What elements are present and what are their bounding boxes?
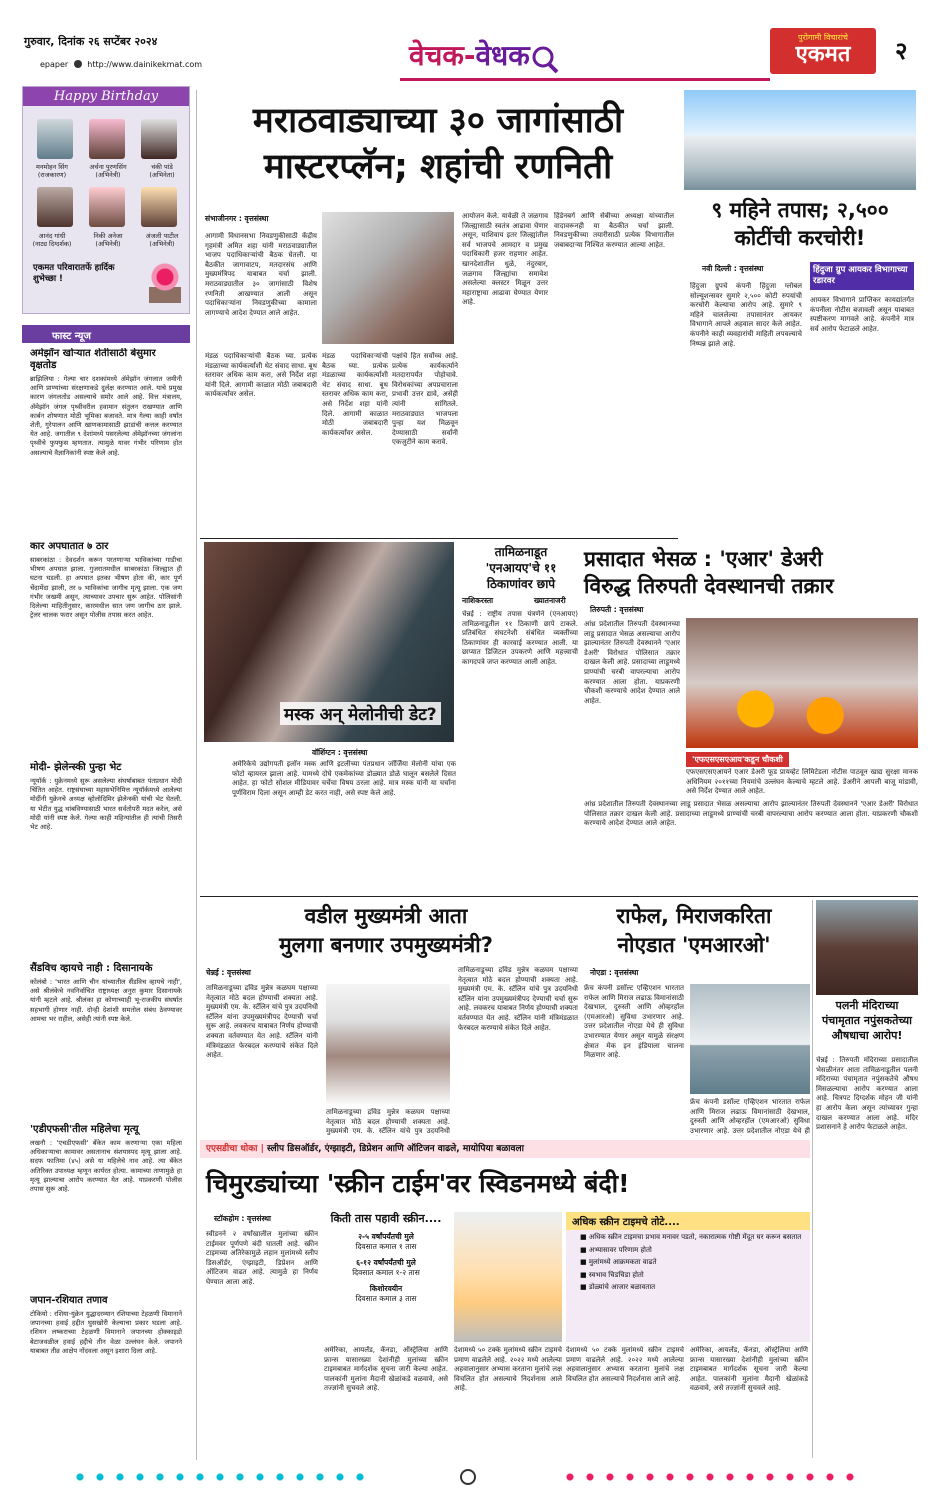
rafale-body-2: फ्रेंच कंपनी डसॉल्ट एव्हिएशन भारतात राफेल आणि मिराज लढाऊ विमानांसाठी देखभाल, दुरुस्ती आणि ओव्हरहॉल (एमआरओ) सुविधा उभारणार आहे. उत्तर प्रदेशातील नोएडा येथे ही (690, 1098, 810, 1135)
palani-headline: पलनी मंदिराच्या पंचामृतात नपुंसकतेच्या औषधाचा आरोप! (822, 999, 912, 1042)
screen-body: स्वीडनने २ वर्षांखालील मुलांच्या स्क्रीन टाईमवर पूर्णपणे बंदी घातली आहे. स्क्रीन टाइमच्या अतिरेकामुळे लहान मुलांमध्ये स्लीप डिसऑर्डर, एंग्झाइटी, डिप्रेशन आणि ऑटिजम वाढत आहे. त्यामुळे हा निर्णय घेण्यात आला आहे. (206, 1230, 318, 1286)
screen-harm-box (566, 1212, 810, 1342)
person-role: (राजकारण) (37, 171, 67, 179)
fast-news-text: फास्ट न्यूज (52, 331, 91, 342)
screen-body-4: देशामध्ये ५० टक्के मुलांमध्ये स्क्रीन टाइमचे प्रमाण वाढलेले आहे. २०२२ मध्ये आलेल्या अहवालानुसार अभ्यास करताना मुलांचे लक्ष विचलित होत असल्याचे निदर्शनास आले आहे. (566, 1346, 684, 1383)
screen-body-2: अमेरिका, आयर्लंड, कॅनडा, ऑस्ट्रेलिया आणि फ्रान्स यासारख्या देशांनीही मुलांच्या स्क्रीन टाइमबाबत मार्गदर्शक सूचना जारी केल्या आहेत. पालकांनी मुलांना मैदानी खेळांकडे वळवावे, असे तज्ज्ञांनी सुचवले आहे. (324, 1346, 448, 1393)
lead-byline: संभाजीनगर : वृत्तसंस्था (205, 214, 269, 223)
section-title-a: वेचक- (409, 39, 476, 72)
fssai-tag: 'एफएसएसएआय'कडून चौकशी (686, 752, 789, 767)
harm-item-text: अभ्यासावर परिणाम होतो (588, 1245, 652, 1254)
section-title (409, 36, 530, 74)
rule (200, 896, 918, 897)
hinduja-byline: नवी दिल्ली : वृत्तसंस्था (702, 264, 764, 273)
harm-item: ■ स्वभाव चिडचिडा होतो (580, 1270, 644, 1279)
tirupati-headline-line-2: विरुद्ध तिरुपती देवस्थानची तक्रार (584, 574, 834, 598)
screen-box-item: दिवसात कमाल १ तास (355, 1242, 417, 1251)
birthday-heading: Happy Birthday (23, 87, 189, 106)
lead-body: आयोजन केले. यावेळी ते जळगाव जिल्ह्यासाठी स्वतंत्र आढावा घेणार असून, याशिवाय इतर जिल्ह्यांतील सर्व भाजपचे आमदार व प्रमुख पदाधिकारी हजर राहणार आहेत. खानदेशातील धुळे, नंदुरबार, जळगाव जिल्ह्यांचा समावेश असलेल्या क्लस्टर मिळून उत्तर महाराष्ट्राचा आढावा घेण्यात येणार आहे. (462, 212, 548, 307)
lead-body: आगामी विधानसभा निवडणुकीसाठी केंद्रीय गृहमंत्री अमित शहा यांनी मराठवाड्यातील भाजप पदाधिकाऱ्यांची बैठक घेतली. या बैठकीत जागावाटप, मतदारसंघ आणि मुख्यमंत्रिपद याबाबत चर्चा झाली. मराठवाड्यातील ३० जागांसाठी विशेष रणनिती आखण्यात आली असून पदाधिकाऱ्यांना निवडणुकीच्या कामाला लागण्याचे आदेश देण्यात आले आहेत. (205, 232, 317, 317)
tn-loc-b: ख्यातनाजरी (534, 596, 566, 605)
column-rule (196, 90, 197, 1460)
lead-body: मंडळ पदाधिकाऱ्यांची बैठक घ्या. प्रत्येक मंडळाच्या कार्यकर्त्यांशी थेट संवाद साधा. बूथ स्तरावर अधिक काम करा, असे निर्देश शहा यांनी दिले. आगामी काळात मोठी जबाबदारी कार्यकर्त्यांवर असेल. (205, 352, 317, 399)
person-name: निकी अनेजा (93, 232, 123, 240)
masthead-rule (400, 78, 770, 81)
musk-caption: मस्क अन् मेलोनीची डेट? (280, 702, 441, 725)
stalin-body: तामिळनाडूच्या द्रविड मुन्नेत्र कळघम पक्षाच्या नेतृत्वात मोठे बदल होण्याची शक्यता आहे. मुख्यमंत्री एम. के. स्टॅलिन यांचे पुत्र उदयनिधी स्टॅलिन यांना उपमुख्यमंत्रीपद देण्याची चर्चा सुरू आहे. लवकरच याबाबत निर्णय होण्याची शक्यता वर्तवण्यात येत आहे. स्टॅलिन यांनी मंत्रिमंडळात फेरबदल करण्याचे संकेत दिले आहेत. (206, 984, 318, 1060)
fast-news-column (30, 348, 182, 1458)
news-title: मोदी- झेलेन्स्की पुन्हा भेट (30, 762, 122, 773)
tirupati-body: आंध्र प्रदेशातील तिरुपती देवस्थानच्या लाडू प्रसादात भेसळ असल्याचा आरोप झाल्यानंतर तिरुपती देवस्थानने 'एआर डेअरी' विरोधात पोलिसात तक्रार दाखल केली आहे. प्रसादाच्या लाडूमध्ये प्राण्यांची चरबी वापरल्याचा आरोप करण्यात आला होता. याप्रकरणी चौकशी करण्याचे आदेश देण्यात आले आहेत. (584, 620, 680, 705)
musk-byline: वॉशिंग्टन : वृत्तसंस्था (312, 748, 368, 757)
avatar (89, 119, 125, 159)
child-tablet-photo (454, 1212, 562, 1342)
bouquet-icon (149, 263, 181, 303)
avatar (89, 187, 125, 227)
harm-item-text: अधिक स्क्रीन टाइमचा प्रभाव मनावर पडतो, नकारात्मक गोष्टी मेंदूत घर करून बसतात (588, 1233, 802, 1241)
news-title: सैंडविच व्हायचे नाही : दिसानायके (30, 963, 153, 974)
harm-item-text: स्वभाव चिडचिडा होतो (588, 1270, 644, 1279)
avatar (37, 187, 73, 227)
screen-byline: स्टॉकहोम : वृत्तसंस्था (214, 1214, 271, 1223)
rule (200, 538, 678, 539)
stalin-headline-line-2: मुलगा बनणार उपमुख्यमंत्री? (279, 933, 493, 957)
laddu-photo (686, 618, 918, 748)
screen-banner (200, 1140, 810, 1158)
avatar (141, 187, 177, 227)
avatar (37, 119, 73, 159)
news-title: कार अपघातात ७ ठार (30, 541, 109, 552)
fssai-body: एफएसएसएआयने एआर डेअरी फूड प्रायव्हेट लिमिटेडला नोटीस पाठवून खाद्य सुरक्षा मानक अधिनियम २०११च्या नियमांचे उल्लंघन केल्याचे म्हटले आहे. डेअरीने आपली बाजू मांडावी, असे निर्देश देण्यात आले आहेत. (686, 768, 918, 796)
news-body: कोलंबो : 'भारत आणि चीन यांच्यातील सैंडविच व्हायचे नाही', असे श्रीलंकेचे नवनिर्वाचित राष्ट्राध्यक्ष अनुरा कुमार दिसानायके यांनी म्हटले आहे. श्रीलंका हा कोणाच्याही भू-राजकीय संघर्षात सहभागी होणार नाही. दोन्ही देशांशी समतोल संबंध ठेवण्यावर आमचा भर राहील, असेही त्यांनी स्पष्ट केले. (30, 978, 182, 1023)
brand-tagline: पुरोगामी विचारांचे (798, 33, 848, 42)
section-title-b: वेधक (475, 39, 530, 72)
person-role: (अभिनेत्री) (95, 171, 121, 179)
palani-body: चेन्नई : तिरुपती मंदिराच्या प्रसादातील भेसळीनंतर आता तामिळनाडूतील पलनी मंदिराच्या पंचामृतात नपुंसकतेचे औषध मिसळल्याचा आरोप करण्यात आला आहे. चित्रपट दिग्दर्शक मोहन जी यांनी हा आरोप केला असून त्यांच्यावर गुन्हा दाखल करण्यात आला आहे. मंदिर प्रशासनाने हे आरोप फेटाळले आहेत. (816, 1056, 918, 1132)
globe-icon (74, 60, 82, 68)
harm-item: ■ अधिक स्क्रीन टाइमचा प्रभाव मनावर पडतो, नकारात्मक गोष्टी मेंदूत घर करून बसतात (580, 1233, 802, 1241)
brand-box (770, 28, 876, 74)
person-role: (अभिनेत्री) (95, 240, 121, 248)
rafale-headline-line-2: नोएडात 'एमआरओ' (617, 933, 771, 957)
stalin-headline (206, 902, 566, 960)
birthday-wish: एकमत परिवारातर्फे हार्दिक शुभेच्छा ! (33, 263, 115, 284)
news-body: साबरकांठा : देवदर्शन करून परतणाऱ्या भाविकांच्या गाडीचा भीषण अपघात झाला. गुजरातमधील साबरकांठा जिल्ह्यात ही घटना घडली. हा अपघात इतका भीषण होता की, कार पूर्ण चेंदामेंदा झाली, तर ७ भाविकांचा जागीच मृत्यू झाला. एक जण गंभीर जखमी असून, त्याच्यावर उपचार सुरू आहेत. पोलिसांनी दिलेल्या माहितीनुसार, कारमधील सात जण जागीच ठार झाले. ट्रेलर चालक फरार असून पोलीस तपास करत आहेत. (30, 556, 182, 620)
column-rule (812, 900, 813, 1458)
news-body: टोकियो : रशिया-युक्रेन युद्धादरम्यान रशियाच्या टेहळणी विमानाने जपानच्या हवाई हद्दीत घुसखोरी केल्याचा प्रकार घडला आहे. रशियन लष्कराच्या टेहळणी विमानाने जपानच्या होक्काइडो बेटाजवळील हवाई हद्दीचे तीन वेळा उल्लंघन केले. जपानने याबाबत तीव्र आक्षेप नोंदवला असून इशारा दिला आहे. (30, 1310, 182, 1355)
news-body: न्यूयॉर्क : युक्रेनमध्ये सुरू असलेल्या संघर्षाबाबत पंतप्रधान मोदी चिंतित आहेत. राष्ट्रसंघाच्या महासभेनिमित्त न्यूयॉर्कमध्ये आलेल्या मोदींनी युक्रेनचे अध्यक्ष व्होलोदिमिर झेलेन्स्की यांची भेट घेतली. या भेटीत युद्ध थांबविण्यासाठी भारत सर्वतोपरी मदत करेल, असे मोदी यांनी स्पष्ट केले. गेल्या काही महिन्यांतील ही त्यांची तिसरी भेट आहे. (30, 777, 182, 832)
epaper-label: epaper (40, 60, 69, 69)
registration-mark (460, 1469, 476, 1485)
screen-box-item: ६-१२ वर्षांपर्यंतची मुले (356, 1258, 416, 1267)
masthead (0, 0, 945, 88)
cmyk-dots (70, 1472, 370, 1482)
news-title: अमेझॉन खोऱ्यात शेतीसाठी बेसुमार वृक्षतोड (30, 348, 156, 371)
harm-item-text: डोळ्यांचे आजार बळावतात (588, 1283, 656, 1291)
stalin-photo (326, 984, 450, 1104)
hinduja-box-title: हिंदुजा ग्रुप आयकर विभागाच्या रडारवर (810, 262, 914, 290)
screen-box-title: किती तास पहावी स्क्रीन.... (330, 1212, 442, 1225)
brand-logo: एकमत (795, 42, 851, 67)
tn-headline: तामिळनाडूत 'एनआयए'चे ११ ठिकाणांवर छापे (485, 545, 557, 591)
person-name: अर्चना पुरणसिंग (89, 163, 127, 171)
banner-text: स्लीप डिसऑर्डर, एंग्झाइटी, डिप्रेशन आणि ऑटिजन वाढले, मायोपिया बळावला (267, 1144, 524, 1154)
screen-headline: चिमुरड्यांच्या 'स्क्रीन टाईम'वर स्विडनमध्ये बंदी! (206, 1169, 630, 1198)
rafale-headline (584, 902, 804, 960)
avatar (141, 119, 177, 159)
tirupati-byline: तिरुपती : वृत्तसंस्था (590, 605, 644, 614)
tn-loc-a: नाशिकरस्ता (462, 596, 494, 605)
tn-body: चेन्नई : राष्ट्रीय तपास यंत्रणेने (एनआयए) तामिळनाडूतील ११ ठिकाणी छापे टाकले. प्रतिबंधित संघटनेशी संबंधित व्यक्तींच्या ठिकाणांवर ही कारवाई करण्यात आली. या छाप्यात डिजिटल उपकरणे आणि महत्त्वाची कागदपत्रे जप्त करण्यात आली आहेत. (462, 610, 578, 666)
harm-item-text: मुलांमध्ये आक्रमकता वाढते (588, 1258, 657, 1266)
harm-item: ■ डोळ्यांचे आजार बळावतात (580, 1283, 656, 1291)
rafale-headline-line-1: राफेल, मिराजकरिता (616, 904, 772, 928)
fast-news-label (22, 325, 190, 343)
hinduja-body: हिंदुजा ग्रुपचे कंपनी हिंदुजा ग्लोबल सोल्यूशन्सवर सुमारे २,५०० कोटी रुपयांची करचोरी केल्याचा आरोप आहे. सुमारे ९ महिने चाललेल्या तपासानंतर आयकर विभागाने आपले अहवाल सादर केले आहेत. कंपनीने काही व्यवहारांची माहिती लपवल्याचे निष्पन्न झाले आहे. (690, 282, 802, 348)
color-bar (0, 1464, 945, 1494)
birthday-box (22, 86, 190, 314)
stalin-byline: चेन्नई : वृत्तसंस्था (206, 968, 251, 977)
magnifier-icon (530, 44, 560, 74)
stalin-body-3: तामिळनाडूच्या द्रविड मुन्नेत्र कळघम पक्षाच्या नेतृत्वात मोठे बदल होण्याची शक्यता आहे. मुख्यमंत्री एम. के. स्टॅलिन यांचे पुत्र उदयनिधी स्टॅलिन यांना उपमुख्यमंत्रीपद देण्याची चर्चा सुरू आहे. लवकरच याबाबत निर्णय होण्याची शक्यता वर्तवण्यात येत आहे. स्टॅलिन यांनी मंत्रिमंडळात फेरबदल करण्याचे संकेत दिले आहेत. (458, 966, 578, 1032)
news-body: ब्राझिलिया : गेल्या चार दशकांमध्ये ॲमेझॉन जंगलात जमीनी आणि प्राण्यांच्या संरक्षणाकडे दुर्लक्ष करण्यात आले. याचे प्रमुख कारण जंगलतोड असल्याचे समोर आले आहे. वित्त मंत्रालय, ॲमेझॉन जंगल पृथ्वीवरील हवामान संतुलन राखण्यात आणि कार्बन शोषणात मोठी भूमिका बजावते. मात्र गेल्या काही वर्षांत शेती, गुरेपालन आणि खाणकामासाठी झाडांची कत्तल करण्यात येत आहे. जगातील ९ देशांमध्ये पसरलेल्या ॲमेझॉनच्या जंगलांना पृथ्वीचे फुफ्फुस म्हणतात. त्यामुळे यावर गंभीर परिणाम होत असल्याचे वैज्ञानिकांनी स्पष्ट केले आहे. (30, 375, 182, 457)
tirupati-headline-line-1: प्रसादात भेसळ : 'एआर' डेअरी (584, 547, 823, 571)
banner-sep: | (260, 1144, 268, 1154)
lead-body: मंडळ पदाधिकाऱ्यांची बैठक घ्या. प्रत्येक मंडळाच्या कार्यकर्त्यांशी थेट संवाद साधा. बूथ स्तरावर अधिक काम करा, असे निर्देश शहा यांनी दिले. आगामी काळात मोठी जबाबदारी कार्यकर्त्यांवर असेल. (322, 352, 388, 437)
news-title: जपान-रशियात तणाव (30, 1295, 108, 1306)
screen-box-item: किशोरवयीन (369, 1284, 403, 1293)
rafale-byline: नोएडा : वृत्तसंस्था (590, 968, 639, 977)
news-title: 'एडीएफसी'तील महिलेचा मृत्यू (30, 1124, 139, 1135)
screen-body-5: अमेरिका, आयर्लंड, कॅनडा, ऑस्ट्रेलिया आणि फ्रान्स यासारख्या देशांनीही मुलांच्या स्क्रीन टाइमबाबत मार्गदर्शक सूचना जारी केल्या आहेत. पालकांनी मुलांना मैदानी खेळांकडे वळवावे, असे तज्ज्ञांनी सुचवले आहे. (690, 1346, 808, 1393)
hinduja-headline-line-2: कोटींची करचोरी! (734, 226, 866, 250)
hinduja-building-photo (684, 90, 916, 190)
banner-tag: एएसडीचा धोका (206, 1144, 258, 1154)
rafale-jet-photo (690, 984, 810, 1094)
website-link[interactable]: http://www.dainikekmat.com (87, 60, 203, 69)
rafale-body: फ्रेंच कंपनी डसॉल्ट एव्हिएशन भारतात राफेल आणि मिराज लढाऊ विमानांसाठी देखभाल, दुरुस्ती आणि ओव्हरहॉल (एमआरओ) सुविधा उभारणार आहे. उत्तर प्रदेशातील नोएडा येथे ही सुविधा उभारण्यात येणार असून यामुळे संरक्षण क्षेत्रात मेक इन इंडियाला चालना मिळणार आहे. (584, 984, 684, 1060)
lead-body: पक्षांचे हित सर्वोच्च आहे. प्रत्येक कार्यकर्त्याने मतदारापर्यंत पोहोचावे. विरोधकांच्या अपप्रचाराला प्रभावी उत्तर द्यावे, असेही त्यांनी सांगितले. मराठवाड्यात भाजपला पुन्हा यश मिळवून देण्यासाठी सर्वांनी एकजुटीने काम करावे. (392, 352, 458, 447)
harm-box-title: अधिक स्क्रीन टाइमचे तोटे.... (566, 1212, 810, 1230)
hinduja-headline (684, 196, 916, 252)
stalin-body-2: तामिळनाडूच्या द्रविड मुन्नेत्र कळघम पक्षाच्या नेतृत्वात मोठे बदल होण्याची शक्यता आहे. मुख्यमंत्री एम. के. स्टॅलिन यांचे पुत्र उदयनिधी (326, 1108, 450, 1136)
screen-body-3: देशामध्ये ५० टक्के मुलांमध्ये स्क्रीन टाइमचे प्रमाण वाढलेले आहे. २०२२ मध्ये आलेल्या अहवालानुसार अभ्यास करताना मुलांचे लक्ष विचलित होत असल्याचे निदर्शनास आले आहे. (454, 1346, 562, 1393)
person-role: (अभिनेत्री) (149, 240, 175, 248)
epaper-line (40, 60, 202, 69)
tirupati-body-2: आंध्र प्रदेशातील तिरुपती देवस्थानच्या लाडू प्रसादात भेसळ असल्याचा आरोप झाल्यानंतर तिरुपती देवस्थानने 'एआर डेअरी' विरोधात पोलिसात तक्रार दाखल केली आहे. प्रसादाच्या लाडूमध्ये प्राण्यांची चरबी वापरल्याचा आरोप करण्यात आला होता. याप्रकरणी चौकशी करण्याचे आदेश देण्यात आले आहेत. (584, 800, 918, 828)
stalin-headline-line-1: वडील मुख्यमंत्री आता (304, 904, 468, 928)
hinduja-headline-line-1: ९ महिने तपास; २,५०० (711, 198, 889, 222)
screen-box-item: दिवसात कमाल १-२ तास (352, 1268, 420, 1277)
harm-item: ■ अभ्यासावर परिणाम होतो (580, 1245, 652, 1254)
person-name: अंजली पाटील (145, 232, 179, 240)
page-number: २ (895, 37, 908, 65)
person-name: चंकी पांडे (151, 163, 173, 171)
masthead-date: गुरुवार, दिनांक २६ सप्टेंबर २०२४ (24, 35, 158, 48)
cmyk-dots (560, 1472, 860, 1482)
lead-body: हिंडेनबर्ग आणि सेबीच्या अध्यक्षा यांच्यातील वादावरूनही या बैठकीत चर्चा झाली. निवडणुकीच्या तयारीसाठी प्रत्येक विभागातील जबाबदाऱ्या निश्चित करण्यात आल्या आहेत. (554, 212, 674, 249)
person-name: आनंद गांधी (38, 232, 66, 240)
person-role: (नाट्य दिग्दर्शक) (32, 240, 72, 248)
lead-headline-line-2: मास्टरप्लॅन; शहांची रणनिती (263, 147, 613, 187)
news-body: लखनौ : 'एचडीएफसी' बँकेत काम करणाऱ्या एका महिला अधिकाऱ्याचा कामावर असतानाच संशयास्पद मृत्यू झाला आहे. सदफ फातिमा (४५) असे या महिलेचे नाव आहे. त्या बँकेत अतिरिक्त उपाध्यक्ष म्हणून कार्यरत होत्या. कामाच्या ताणामुळे हा मृत्यू झाल्याचा आरोप करण्यात येत आहे. याप्रकरणी पोलीस तपास सुरू आहे. (30, 1139, 182, 1194)
lead-headline (200, 98, 676, 190)
harm-item: ■ मुलांमध्ये आक्रमकता वाढते (580, 1258, 657, 1266)
lead-headline-line-1: मराठवाड्याच्या ३० जागांसाठी (252, 101, 624, 141)
shah-fadnavis-photo (322, 212, 454, 344)
palani-photo (816, 900, 918, 995)
hinduja-body: आयकर विभागाने प्राप्तिकर कायद्यांतर्गत कंपनीला नोटीस बजावली असून याबाबत स्पष्टीकरण मागवले आहे. कंपनीने मात्र सर्व आरोप फेटाळले आहेत. (810, 296, 914, 333)
screen-box-item: २-५ वर्षांपर्यंतची मुले (358, 1232, 414, 1241)
tirupati-headline (584, 546, 918, 600)
person-name: मनमोहन सिंग (36, 163, 68, 171)
screen-box-item: दिवसात कमाल ३ तास (355, 1294, 417, 1303)
screen-time-box (324, 1212, 448, 1342)
musk-body: अमेरिकेचे उद्योगपती इलॉन मस्क आणि इटलीच्या पंतप्रधान जॉर्जिया मेलोनी यांचा एक फोटो व्हायरल झाला आहे. यामध्ये दोघे एकमेकांच्या डोळ्यात डोळे घालून बसलेले दिसत आहेत. हा फोटो सोशल मीडियावर चर्चेचा विषय ठरला आहे. मात्र मस्क यांनी या चर्चांना पूर्णविराम दिला असून आम्ही डेट करत नाही, असे स्पष्ट केले आहे. (232, 760, 456, 797)
person-role: (अभिनेता) (149, 171, 175, 179)
